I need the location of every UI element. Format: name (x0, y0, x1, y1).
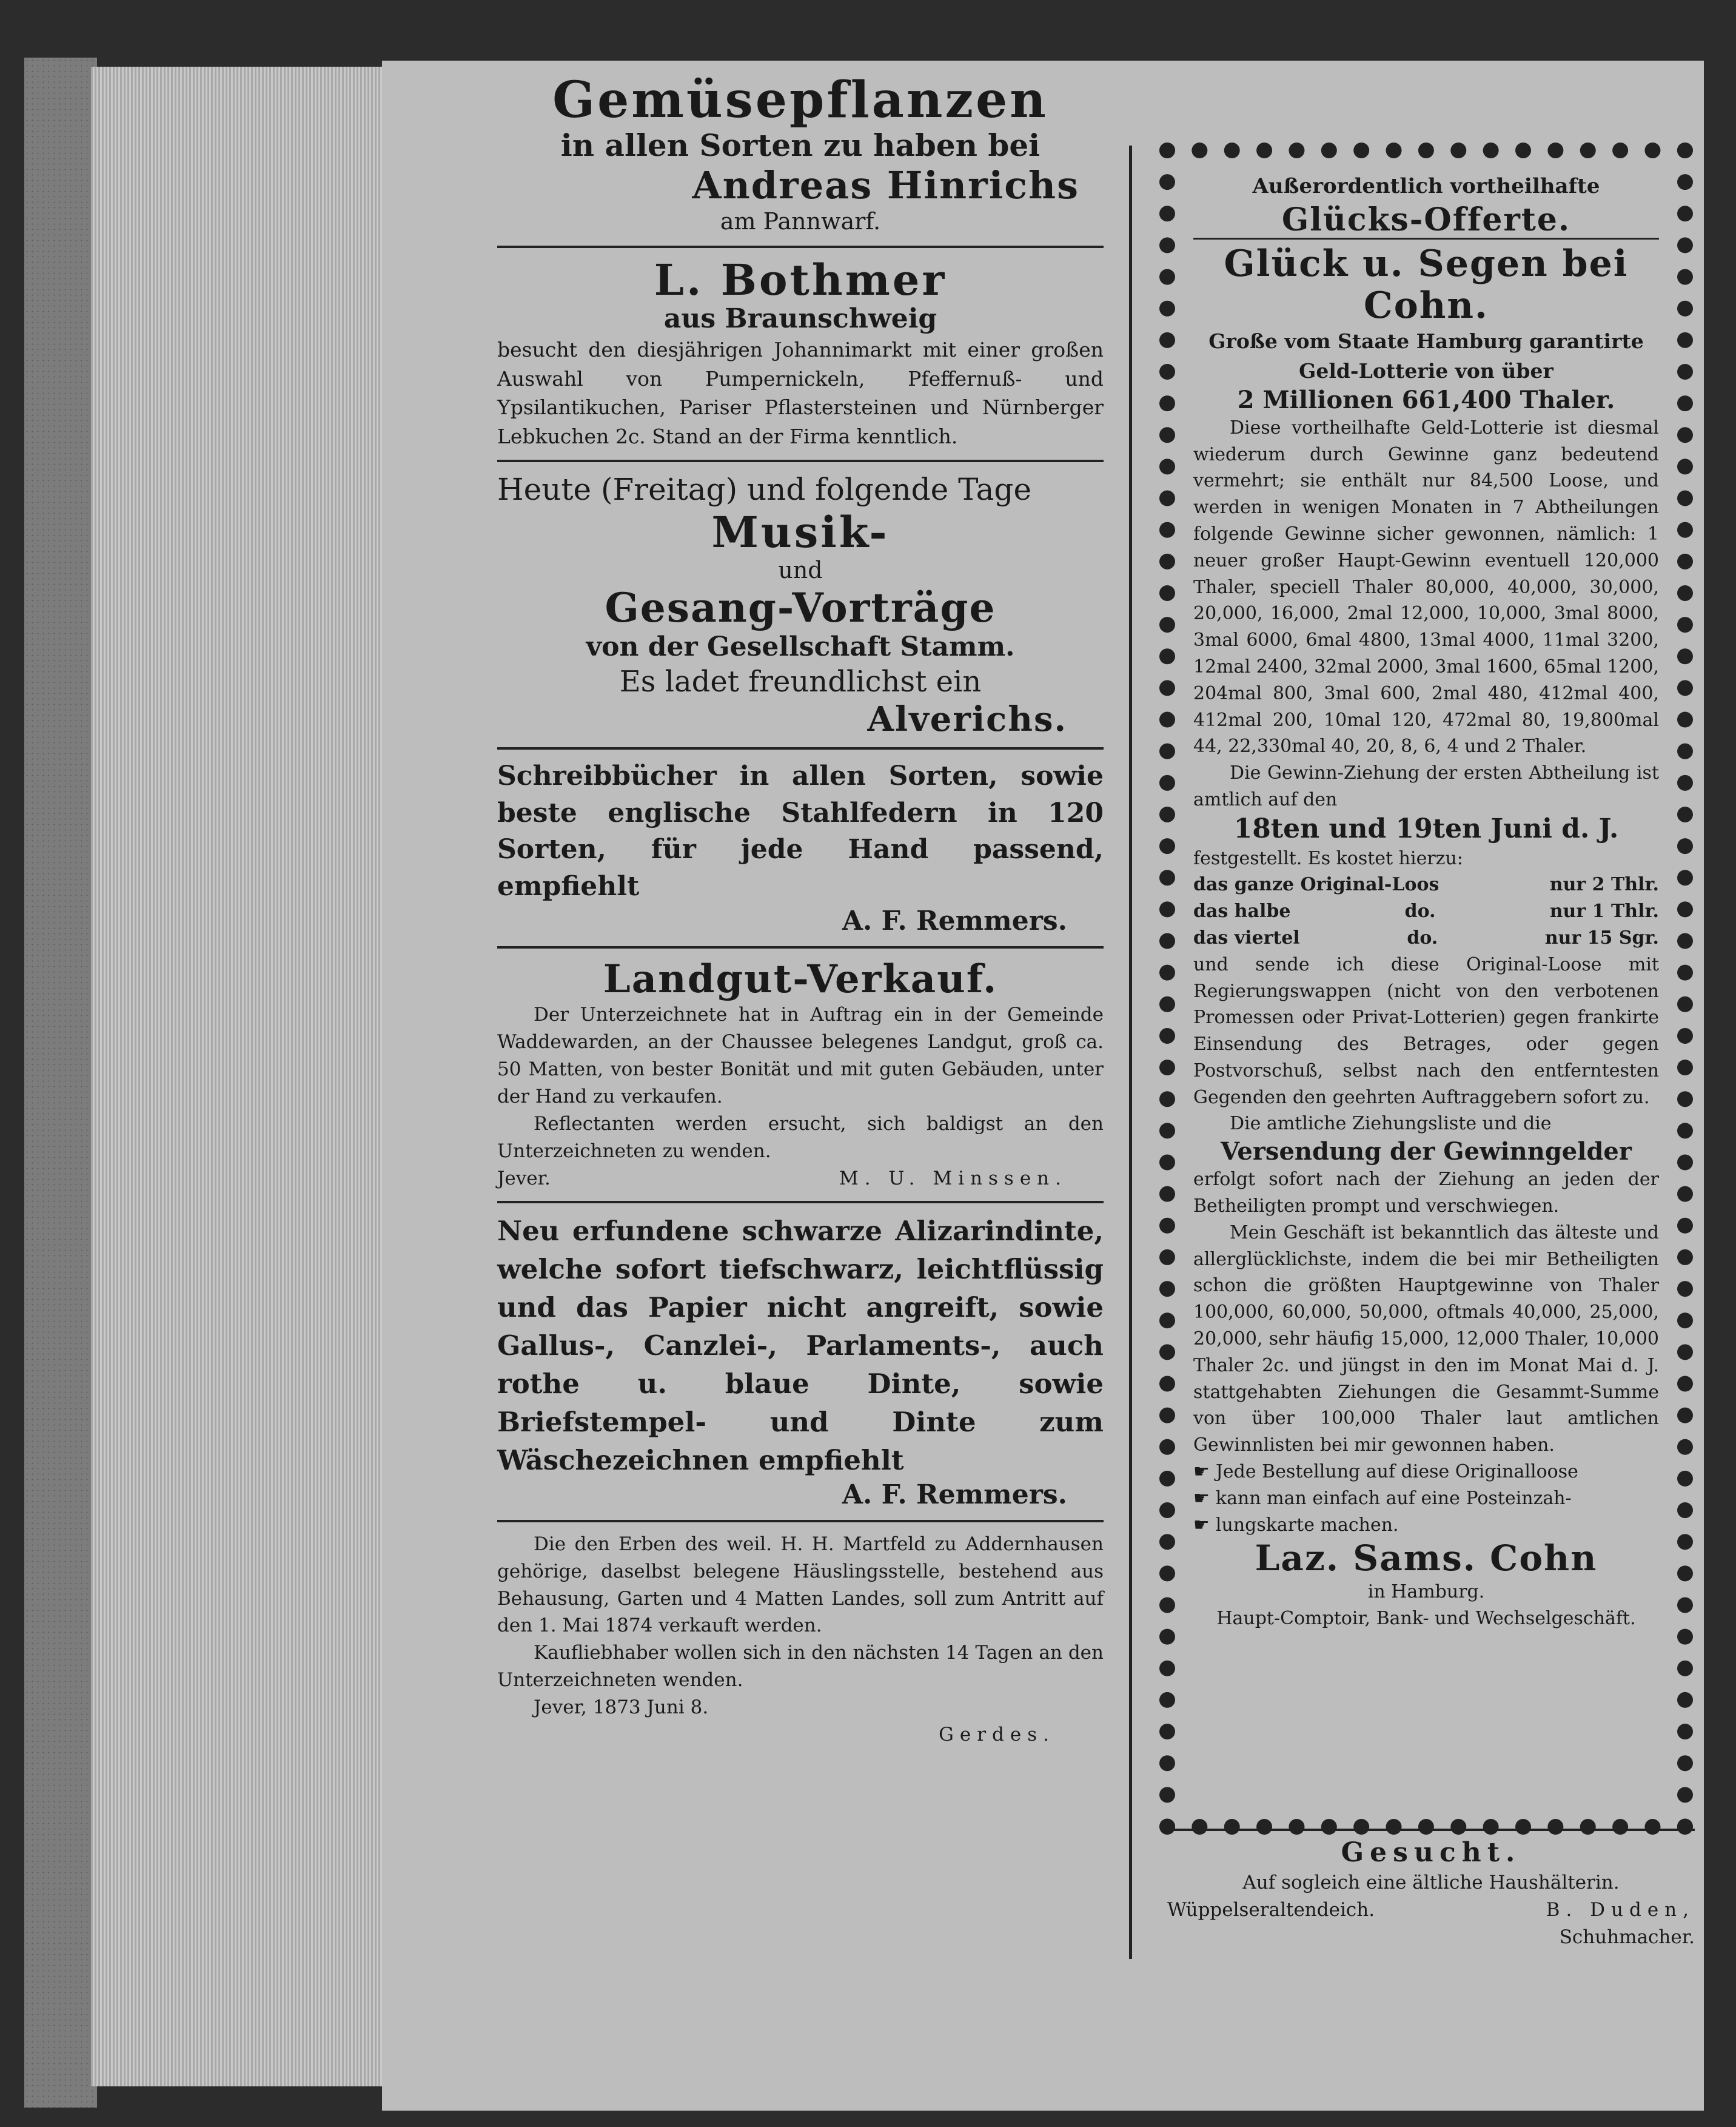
column-divider (1129, 146, 1132, 1959)
ad-body: und sende ich diese Original-Loose mit Regierungswappen (nicht von den verbotenen Promessen oder Privat-Lotterien) gegen frankirte Einsendung des Betrages, oder gegen Postvorschuß, selbst nach den entferntesten Gegenden den geehrten Auftraggebern sofort zu. (1193, 953, 1659, 1108)
pointing-hand-icon: ☛ (1193, 1487, 1210, 1509)
ad-amount: 2 Millionen 661,400 Thaler. (1237, 385, 1615, 414)
book-cover-edge (24, 58, 97, 2108)
divider (497, 747, 1104, 750)
ad-line: Außerordentlich vortheilhafte (1252, 174, 1600, 198)
ad-heading: Versendung der Gewinngelder (1221, 1137, 1632, 1166)
ad-title: L. Bothmer (654, 254, 947, 305)
ad-line: und (778, 556, 823, 583)
price-ditto: do. (1407, 927, 1438, 949)
ad-musik (497, 471, 1104, 739)
divider (497, 946, 1104, 949)
ad-title: Gemüsepflanzen (552, 71, 1048, 129)
ad-line: Heute (Freitag) und folgende Tage (497, 472, 1032, 508)
price-label: das viertel (1193, 927, 1300, 949)
ad-body: besucht den diesjährigen Johannimarkt mit einer großen Auswahl von Pumpernickeln, Pfeffernuß- und Ypsilantikuchen, Pariser Pflastersteinen und Nürnberger Lebkuchen 2c. Stand an der Firma kenntlich. (497, 337, 1104, 449)
ad-body: Kaufliebhaber wollen sich in den nächsten 14 Tagen an den Unterzeichneten wenden. (497, 1642, 1104, 1692)
ad-name: A. F. Remmers. (842, 905, 1067, 936)
ad-body: Auf sogleich eine ältliche Haushälterin. (1242, 1871, 1620, 1893)
ad-body: Der Unterzeichnete hat in Auftrag ein in der Gemeinde Waddewarden, an der Chaussee belegenes Landgut, groß ca. 50 Matten, von bester Bonität und mit guten Gebäuden, unter der Hand zu verkaufen. (497, 1004, 1104, 1108)
ad-body: Schreibbücher in allen Sorten, sowie beste englische Stahlfedern in 120 Sorten, für jede Hand passend, empfiehlt (497, 761, 1104, 902)
pointer-line (1193, 1512, 1659, 1539)
ad-body: Die Gewinn-Ziehung der ersten Abtheilung ist amtlich auf den (1193, 762, 1659, 810)
ad-place: am Pannwarf. (720, 208, 881, 235)
ad-dinte (497, 1212, 1104, 1511)
ad-body: Diese vortheilhafte Geld-Lotterie ist diesmal wiederum durch Gewinne ganz bedeutend vermehrt; sie enthält nur 84,500 Loose, und werden in wenigen Monaten in 7 Abtheilungen folgende Gewinne sicher gewonnen, nämlich: 1 neuer großer Haupt-Gewinn eventuell 120,000 Thaler, speciell Thaler 80,000, 40,000, 30,000, 20,000, 16,000, 2mal 12,000, 10,000, 3mal 8000, 3mal 6000, 6mal 4800, 13mal 4000, 11mal 3200, 12mal 2400, 32mal 2000, 3mal 1600, 65mal 1200, 204mal 800, 3mal 600, 2mal 480, 412mal 400, 412mal 200, 10mal 120, 472mal 80, 19,800mal 44, 22,330mal 40, 20, 8, 6, 4 und 2 Thaler. (1193, 417, 1659, 758)
ad-line: Es ladet freundlichst ein (619, 664, 982, 699)
price-ditto: do. (1404, 901, 1436, 922)
left-column (497, 73, 1104, 1749)
pointer-text: lungskarte machen. (1215, 1514, 1399, 1536)
pointer-line (1193, 1485, 1659, 1512)
ad-body: Die amtliche Ziehungsliste und die (1230, 1113, 1552, 1135)
price-value: nur 15 Sgr. (1544, 927, 1659, 949)
pointing-hand-icon: ☛ (1193, 1514, 1210, 1536)
ad-haeuslingsstelle (497, 1531, 1104, 1749)
divider (497, 1520, 1104, 1522)
price-value: nur 1 Thlr. (1549, 901, 1659, 922)
ad-name: Alverichs. (867, 699, 1067, 739)
ad-landgut (497, 957, 1104, 1192)
book-page-edges (91, 67, 382, 2086)
price-row (1193, 898, 1659, 925)
ad-trade: Schuhmacher. (1559, 1926, 1695, 1948)
ad-title: Glück u. Segen bei Cohn. (1193, 238, 1659, 327)
pointer-line (1193, 1459, 1659, 1485)
ad-place: Jever. (497, 1167, 551, 1189)
ad-body: festgestellt. Es kostet hierzu: (1193, 847, 1463, 869)
ad-body: erfolgt sofort nach der Ziehung an jeden der Betheiligten prompt und verschwiegen. (1193, 1169, 1659, 1217)
ad-body: Die den Erben des weil. H. H. Martfeld zu Addernhausen gehörige, daselbst belegene Häuslingsstelle, bestehend aus Behausung, Garten und 4 Matten Landes, soll zum Antritt auf den 1. Mai 1874 verkauft werden. (497, 1533, 1104, 1637)
ad-body: Reflectanten werden ersucht, sich baldigst an den Unterzeichneten zu wenden. (497, 1113, 1104, 1162)
ad-place: in Hamburg. (1367, 1581, 1485, 1603)
price-value: nur 2 Thlr. (1549, 874, 1659, 896)
ad-title: Gesang-Vorträge (605, 583, 996, 631)
ad-name: A. F. Remmers. (842, 1479, 1067, 1510)
divider (497, 246, 1104, 248)
price-label: das ganze Original-Loos (1193, 874, 1439, 896)
ad-schreibbuecher (497, 758, 1104, 938)
ad-body: Mein Geschäft ist bekanntlich das älteste und allerglücklichste, indem die bei mir Betheiligten schon die größten Hauptgewinne von Thaler 100,000, 60,000, 50,000, oftmals 40,000, 25,000, 20,000, sehr häufig 15,000, 12,000 Thaler, 10,000 Thaler 2c. und jüngst in den im Monat Mai d. J. stattgehabten Ziehungen die Gesammt-Summe von über 100,000 Thaler laut amtlichen Gewinnlisten bei mir gewonnen haben. (1193, 1221, 1659, 1456)
ad-name: Laz. Sams. Cohn (1255, 1537, 1598, 1579)
ad-footer: Haupt-Comptoir, Bank- und Wechselgeschäft. (1216, 1607, 1636, 1629)
ad-name: Andreas Hinrichs (692, 163, 1079, 208)
ad-name: B. Duden, (1546, 1898, 1695, 1921)
price-row (1193, 872, 1659, 898)
price-row (1193, 925, 1659, 952)
ad-body: Neu erfundene schwarze Alizarindinte, welche sofort tiefschwarz, leichtflüssig und das Papier nicht angreift, sowie Gallus-, Canzlei-, Parlaments-, auch rothe u. blaue Dinte, sowie Briefstempel- und Dinte zum Wäschezeichnen empfiehlt (497, 1214, 1104, 1476)
pointing-hand-icon: ☛ (1193, 1461, 1210, 1483)
ad-line: von der Gesellschaft Stamm. (586, 631, 1015, 662)
ad-gemuesepflanzen (497, 73, 1104, 237)
divider (497, 460, 1104, 462)
ad-title: Landgut-Verkauf. (603, 956, 998, 1002)
pointer-text: kann man einfach auf eine Posteinzah- (1215, 1487, 1572, 1509)
ad-subtitle: aus Braunschweig (663, 303, 937, 334)
ad-title: Glücks-Offerte. (1281, 201, 1571, 238)
ad-name: Gerdes. (939, 1724, 1055, 1746)
ad-name: M. U. Minssen. (839, 1167, 1067, 1189)
ad-place: Wüppelseraltendeich. (1167, 1898, 1375, 1921)
price-label: das halbe (1193, 901, 1291, 922)
ad-dates: 18ten und 19ten Juni d. J. (1233, 813, 1619, 844)
ad-bothmer (497, 254, 1104, 451)
ad-line: in allen Sorten zu haben bei (560, 127, 1041, 164)
pointer-text: Jede Bestellung auf diese Originalloose (1215, 1461, 1578, 1483)
divider (497, 1201, 1104, 1203)
ad-title: Musik- (711, 506, 890, 557)
lottery-ad-box (1159, 143, 1693, 1835)
ad-line: Große vom Staate Hamburg garantirte Geld-Lotterie von über (1208, 329, 1644, 383)
ad-gesucht (1167, 1829, 1695, 1951)
ad-title: Gesucht. (1341, 1837, 1521, 1868)
ad-dateline: Jever, 1873 Juni 8. (534, 1696, 709, 1719)
